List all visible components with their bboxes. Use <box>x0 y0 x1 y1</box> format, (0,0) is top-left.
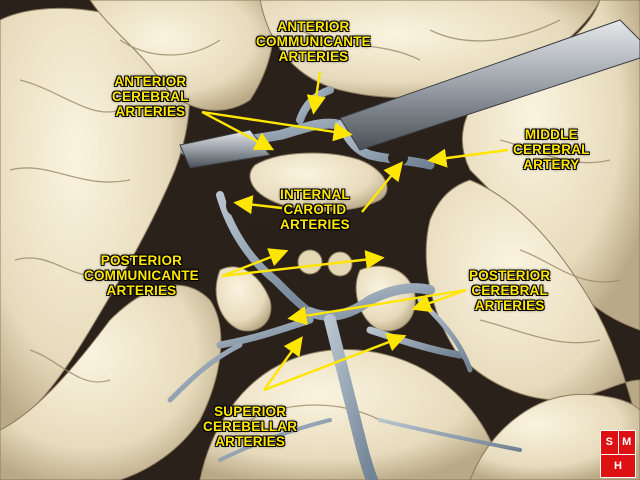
label-anterior-communicante: ANTERIOR COMMUNICANTE ARTERIES <box>256 19 371 64</box>
arrow-internal-carotid-right <box>362 165 400 212</box>
logo-letter-h: H <box>601 455 635 478</box>
logo-letter-s: S <box>601 431 618 454</box>
label-posterior-communicante: POSTERIOR COMMUNICANTE ARTERIES <box>84 253 199 298</box>
arrow-posterior-cerebral-left <box>292 290 466 318</box>
smh-logo <box>600 430 636 478</box>
arrow-superior-cerebellar-right <box>264 337 402 390</box>
label-superior-cerebellar: SUPERIOR CEREBELLAR ARTERIES <box>203 404 298 449</box>
label-middle-cerebral: MIDDLE CEREBRAL ARTERY <box>513 127 590 172</box>
label-internal-carotid: INTERNAL CAROTID ARTERIES <box>280 187 350 232</box>
arrow-posterior-cerebral-right <box>416 290 466 308</box>
label-anterior-cerebral: ANTERIOR CEREBRAL ARTERIES <box>112 74 189 119</box>
arrow-internal-carotid-left <box>238 203 282 208</box>
label-posterior-cerebral: POSTERIOR CEREBRAL ARTERIES <box>469 268 551 313</box>
arrow-anterior-communicante <box>314 72 320 110</box>
arrow-middle-cerebral <box>432 150 508 160</box>
logo-letter-m: M <box>619 431 636 454</box>
